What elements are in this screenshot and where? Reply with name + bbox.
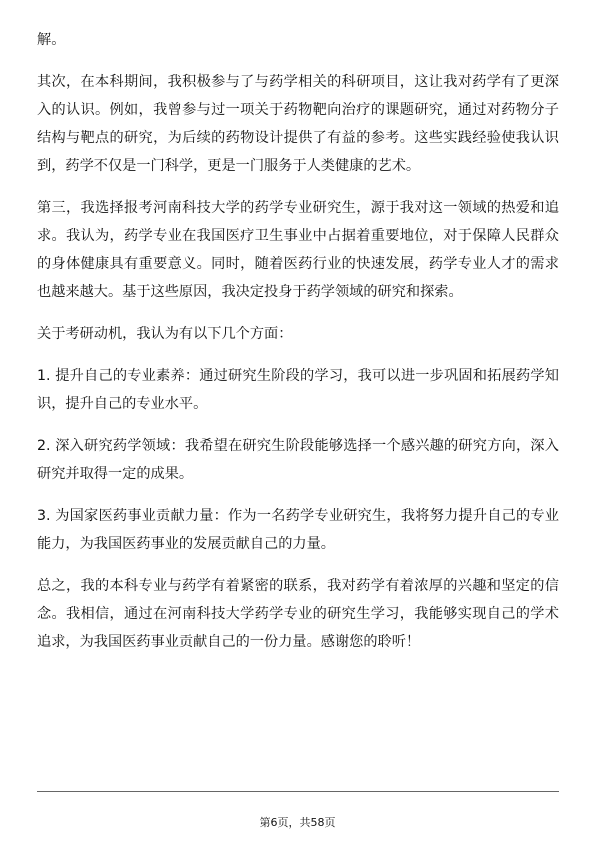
paragraph-continuation: 解。	[37, 32, 66, 48]
paragraph-conclusion: 总之，我的本科专业与药学有着紧密的联系，我对药学有着浓厚的兴趣和坚定的信念。我相信，通过在河南科技大学药学专业的研究生学习，我能够实现自己的学术追求，为我国医药事业贡献自己的一份力量。感谢您的聆听！	[37, 578, 559, 650]
list-item-motivation-2: 2. 深入研究药学领域：我希望在研究生阶段能够选择一个感兴趣的研究方向，深入研究并取得一定的成果。	[37, 438, 559, 482]
paragraph-research-experience: 其次，在本科期间，我积极参与了与药学相关的科研项目，这让我对药学有了更深入的认识。例如，我曾参与过一项关于药物靶向治疗的课题研究，通过对药物分子结构与靶点的研究，为后续的药物设计提供了有益的参考。这些实践经验使我认识到，药学不仅是一门科学，更是一门服务于人类健康的艺术。	[37, 74, 559, 174]
footer-divider	[37, 791, 559, 792]
paragraph-choice-reason: 第三，我选择报考河南科技大学的药学专业研究生，源于我对这一领域的热爱和追求。我认为，药学专业在我国医疗卫生事业中占据着重要地位，对于保障人民群众的身体健康具有重要意义。同时，随着医药行业的快速发展，药学专业人才的需求也越来越大。基于这些原因，我决定投身于药学领域的研究和探索。	[37, 200, 559, 300]
paragraph-motivation-intro: 关于考研动机，我认为有以下几个方面：	[37, 326, 293, 342]
list-item-motivation-1: 1. 提升自己的专业素养：通过研究生阶段的学习，我可以进一步巩固和拓展药学知识，提升自己的专业水平。	[37, 368, 559, 412]
list-item-motivation-3: 3. 为国家医药事业贡献力量：作为一名药学专业研究生，我将努力提升自己的专业能力，为我国医药事业的发展贡献自己的力量。	[37, 508, 559, 552]
page-number: 第6页，共58页	[259, 816, 336, 829]
document-body	[37, 26, 559, 670]
